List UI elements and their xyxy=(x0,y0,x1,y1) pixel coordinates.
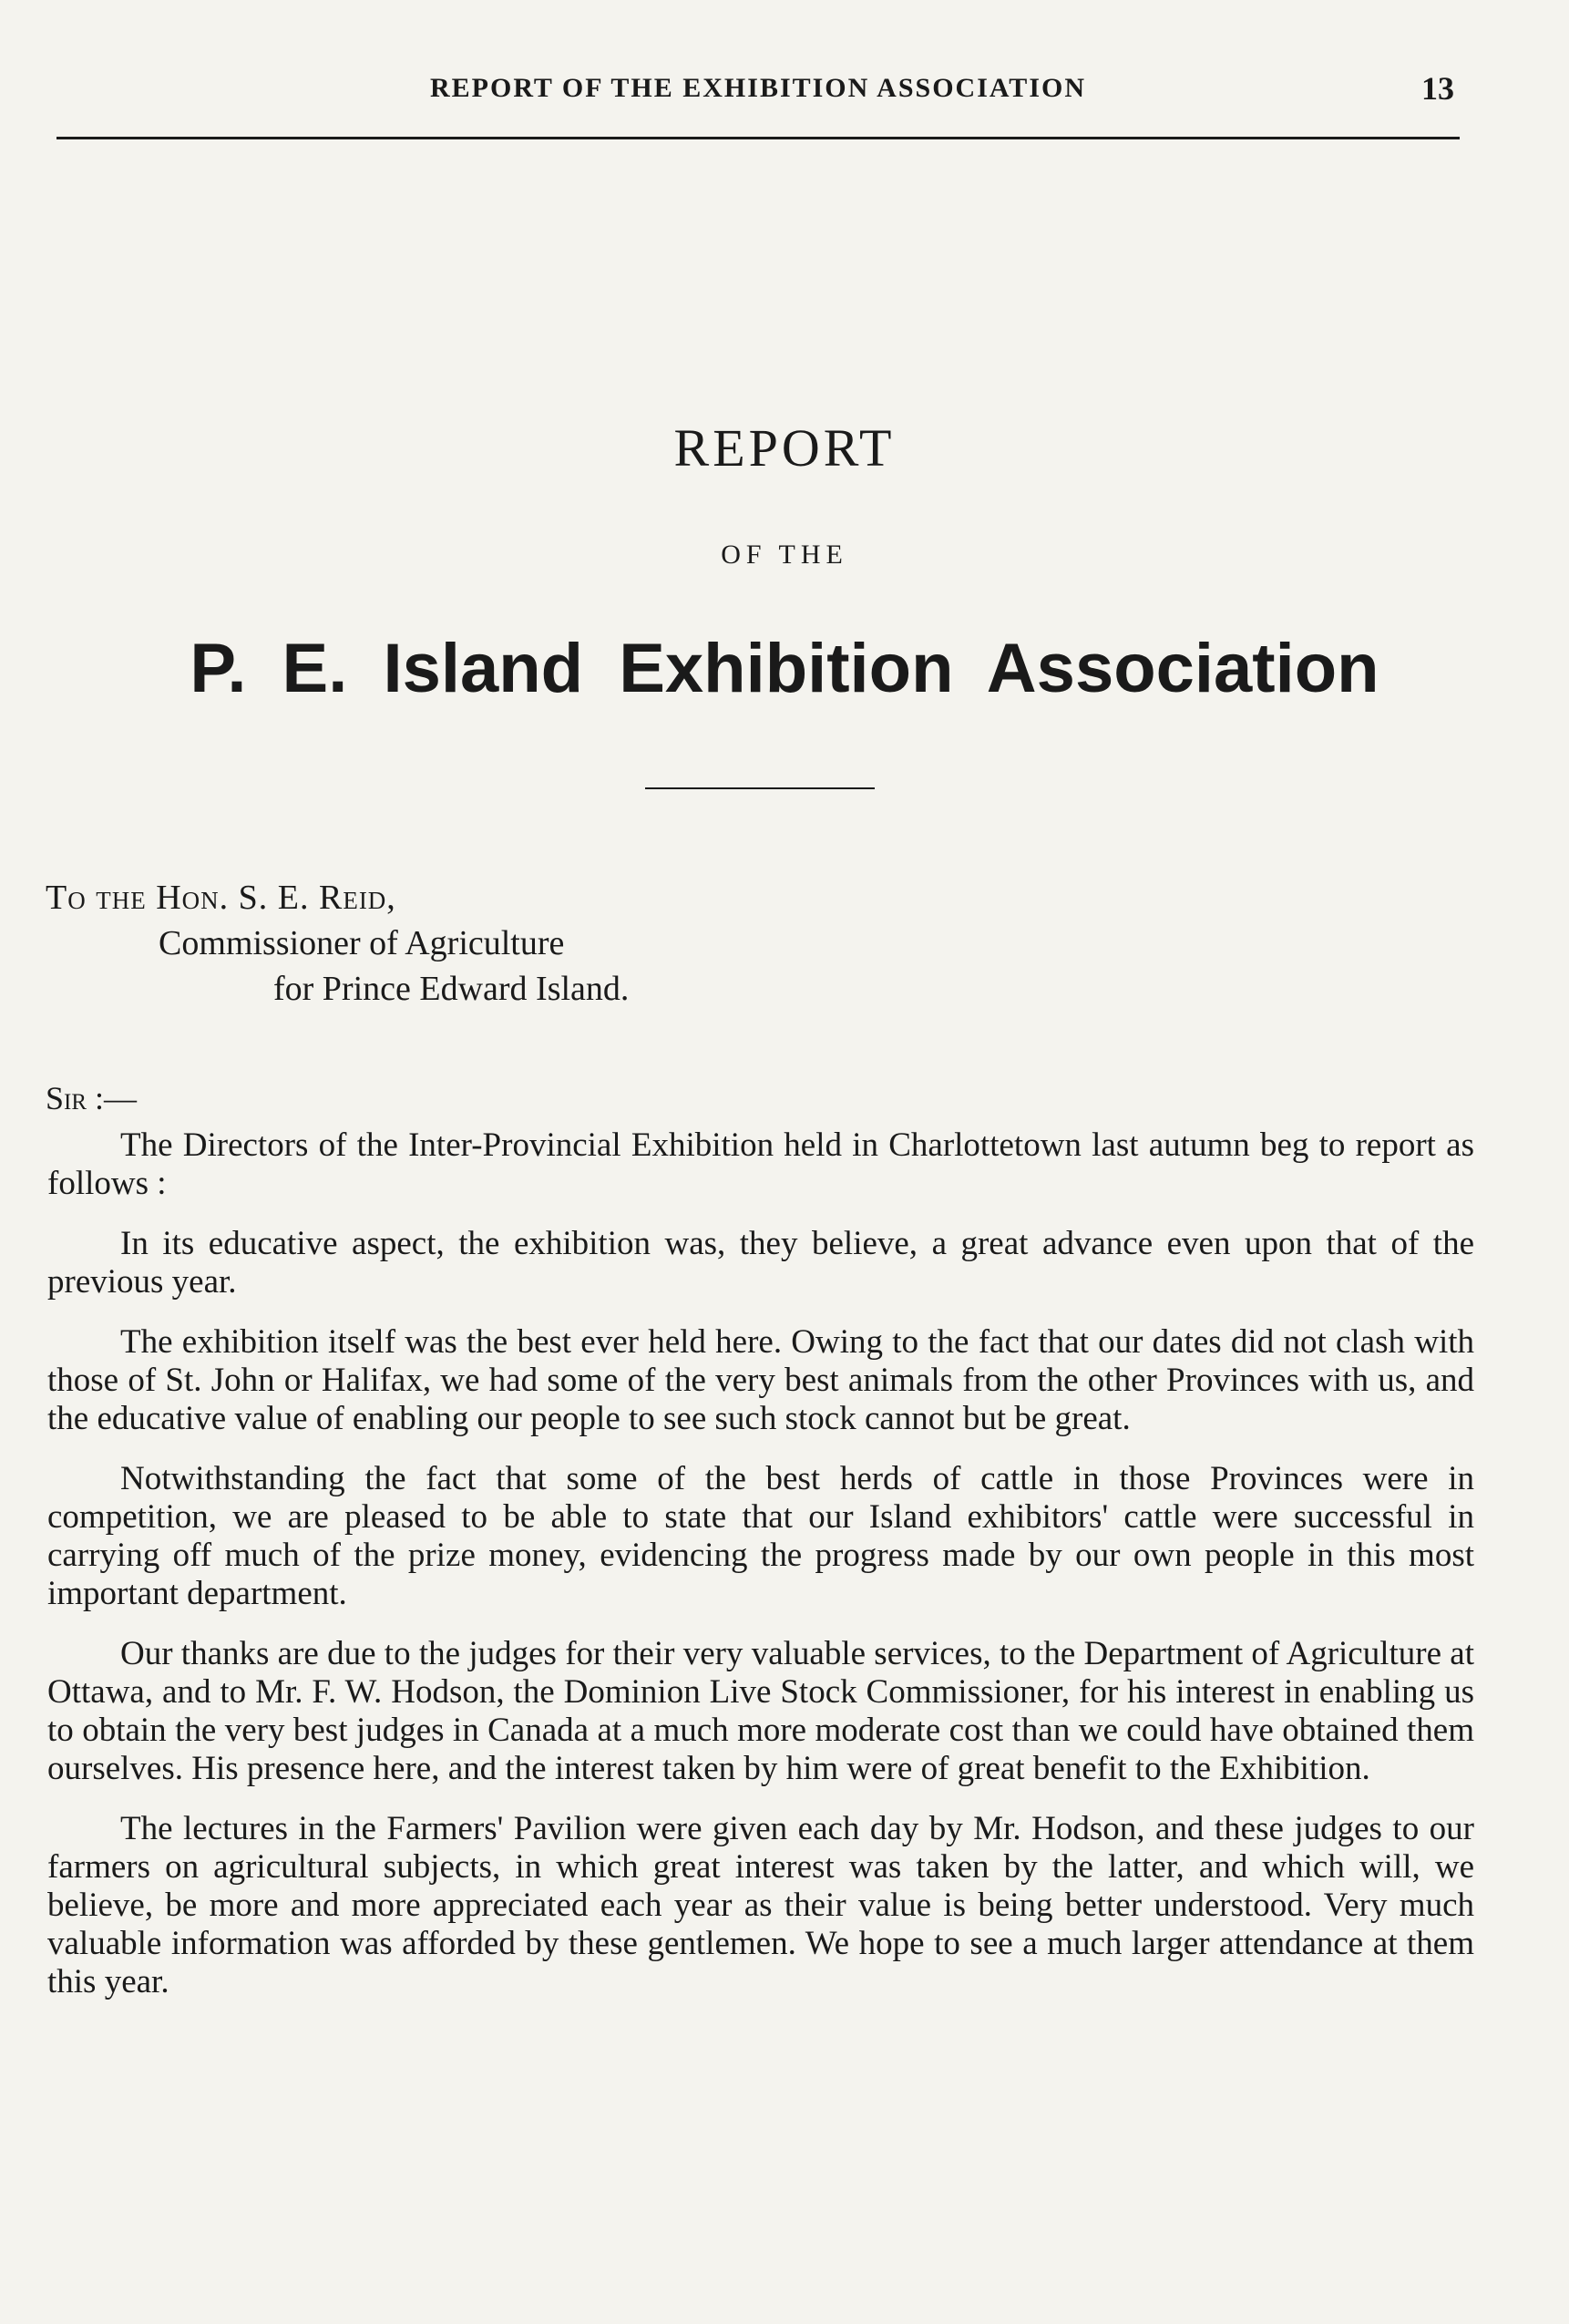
title-association: P. E. Island Exhibition Association xyxy=(190,630,1379,707)
report-body xyxy=(47,1126,1474,2023)
title-of-the: OF THE xyxy=(721,540,848,570)
paragraph-3: The exhibition itself was the best ever held here. Owing to the fact that our dates did not clash with those of St. John or Halifax, we had some of the very best animals from the other Provinces with us, and the educative value of enabling our people to see such stock cannot but be great. xyxy=(47,1323,1474,1437)
salutation: Sir :— xyxy=(46,1080,138,1116)
title-divider xyxy=(645,787,875,789)
page-number: 13 xyxy=(1421,70,1454,107)
paragraph-4: Notwithstanding the fact that some of the best herds of cattle in those Provinces were in competition, we are pleased to be able to state that our Island exhibitors' cattle were successful in carrying off much of the prize money, evidencing the progress made by our own people in this most important department. xyxy=(47,1460,1474,1612)
paragraph-6: The lectures in the Farmers' Pavilion were given each day by Mr. Hodson, and these judges to our farmers on agricultural subjects, in which great interest was taken by the latter, and which will, we believe, be more and more appreciated each year as their value is being better understood. Very much valuable information was afforded by these gentlemen. We hope to see a much larger attendance at them this year. xyxy=(47,1810,1474,2000)
running-header xyxy=(56,53,1460,135)
address-province: for Prince Edward Island. xyxy=(273,970,630,1008)
paragraph-5: Our thanks are due to the judges for their very valuable services, to the Department of Agriculture at Ottawa, and to Mr. F. W. Hodson, the Dominion Live Stock Commissioner, for his interest in enabling us to obtain the very best judges in Canada at a much more moderate cost than we could have obtained them ourselves. His presence here, and the interest taken by him were of great benefit to the Exhibition. xyxy=(47,1635,1474,1787)
header-rule xyxy=(56,137,1460,139)
address-block xyxy=(46,875,629,1012)
running-title: REPORT OF THE EXHIBITION ASSOCIATION xyxy=(429,73,1086,103)
address-office: Commissioner of Agriculture xyxy=(159,924,565,962)
paragraph-2: In its educative aspect, the exhibition was, they believe, a great advance even upon that of the previous year. xyxy=(47,1225,1474,1301)
title-report: REPORT xyxy=(673,418,896,478)
address-recipient: To the Hon. S. E. Reid, xyxy=(46,879,396,917)
paragraph-1: The Directors of the Inter-Provincial Exhibition held in Charlottetown last autumn beg to report as follows : xyxy=(47,1126,1474,1202)
